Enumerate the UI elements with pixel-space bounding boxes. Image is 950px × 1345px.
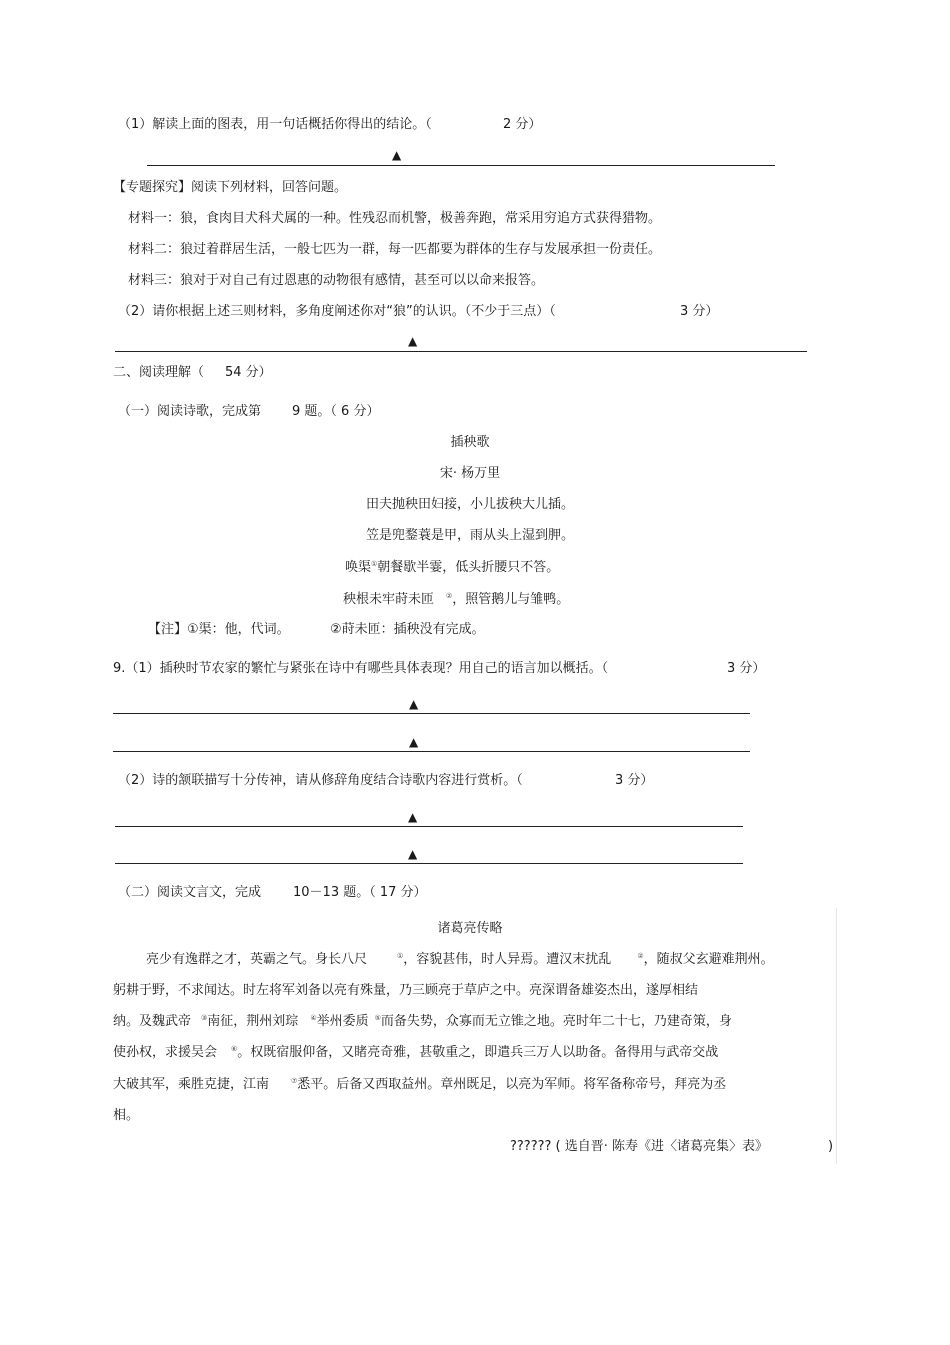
article-text: 使孙权，求援吴会 <box>113 1045 218 1060</box>
article-text: 。权既宿服仰备，又睹亮奇雅，甚敬重之，即遣兵三万人以助备。备得用与武帝交战 <box>237 1045 719 1060</box>
answer-line[interactable] <box>115 863 743 864</box>
article-line-2: 躬耕于野，不求闻达。时左将军刘备以亮有殊量，乃三顾亮于草庐之中。亮深谓备雄姿杰出，遂厚相结 <box>113 983 699 998</box>
poem-author: 宋· 杨万里 <box>439 466 501 481</box>
answer-line[interactable] <box>115 826 743 827</box>
poem-line-4 <box>343 592 569 608</box>
poem-line-1: 田夫抛秧田妇接，小儿拔秧大儿插。 <box>365 497 574 512</box>
article-line-1 <box>146 952 774 968</box>
answer-line[interactable] <box>113 713 750 714</box>
footnote-ref: ① <box>371 560 378 568</box>
part-2-heading-b: 10－13 题。（ 17 分） <box>293 885 427 900</box>
footnote-ref: ⑤ <box>374 1014 381 1022</box>
footnote-ref: ② <box>637 952 644 960</box>
question-9-1-text: 9.（1）插秧时节农家的繁忙与紧张在诗中有哪些具体表现？用自己的语言加以概括。（ <box>113 661 609 676</box>
article-line-5 <box>113 1077 726 1093</box>
part-2-heading: （二）阅读文言文，完成 <box>118 885 262 900</box>
question-9-2-text: （2）诗的颔联描写十分传神，请从修辞角度结合诗歌内容进行赏析。（ <box>118 773 523 788</box>
article-text: 亮少有逸群之才，英霸之气。身长八尺 <box>146 952 368 967</box>
footnote-ref: ① <box>397 952 404 960</box>
footnote-ref: ③ <box>201 1014 208 1022</box>
poem-line-3 <box>345 560 559 576</box>
question-1-text: （1）解读上面的图表，用一句话概括你得出的结论。（ <box>118 117 432 132</box>
poem-line-2: 笠是兜鍪蓑是甲，雨从头上湿到胛。 <box>365 528 574 543</box>
note-2: ②莳未匝：插秧没有完成。 <box>330 622 485 637</box>
footnote-ref: ⑦ <box>291 1077 298 1085</box>
article-text: 举州委质 <box>316 1014 369 1029</box>
question-1-score: 2 分） <box>503 117 542 132</box>
answer-marker-icon: ▲ <box>408 847 418 861</box>
footnote-ref: ② <box>446 592 453 600</box>
article-text: 而备失势，众寡而无立锥之地。亮时年二十七，乃建奇策，身 <box>380 1014 732 1029</box>
material-3: 材料三：狼对于对自己有过恩惠的动物很有感情，甚至可以以命来报答。 <box>128 273 545 288</box>
article-text: 纳。及魏武帝 <box>113 1014 192 1029</box>
footnote-ref: ④ <box>310 1014 317 1022</box>
topic-intro: 【专题探究】阅读下列材料，回答问题。 <box>113 180 348 195</box>
answer-marker-icon: ▲ <box>392 148 402 162</box>
section-score: 54 分） <box>225 365 272 380</box>
article-source: ?????? ( 选自晋· 陈寿《进〈诸葛亮集〉表》 <box>510 1139 769 1154</box>
material-2: 材料二：狼过着群居生活，一般七匹为一群，每一匹都要为群体的生存与发展承担一份责任。 <box>128 242 662 257</box>
article-title: 诸葛亮传略 <box>437 921 503 936</box>
part-1-heading: （一）阅读诗歌，完成第 <box>118 404 262 419</box>
article-text: ，容貌甚伟，时人异焉。遭汉末扰乱 <box>403 952 612 967</box>
section-title: 二、阅读理解（ <box>113 365 205 380</box>
answer-line[interactable] <box>113 751 750 752</box>
article-line-6: 相。 <box>113 1108 140 1123</box>
article-line-4 <box>113 1045 718 1061</box>
material-1: 材料一：狼，食肉目犬科犬属的一种。性残忍而机警，极善奔跑，常采用穷追方式获得猎物。 <box>128 211 662 226</box>
article-text: 大破其军，乘胜克捷，江南 <box>113 1077 270 1092</box>
poem-line-4-a: 秧根未牢莳未匝 <box>343 592 435 607</box>
answer-line[interactable] <box>147 165 775 166</box>
answer-marker-icon: ▲ <box>408 334 418 348</box>
poem-line-3-b: 朝餐歇半霎，低头折腰只不答。 <box>377 560 560 575</box>
part-1-heading-b: 9 题。（ 6 分） <box>292 404 380 419</box>
question-2-text: （2）请你根据上述三则材料，多角度阐述你对“狼”的认识。（不少于三点）（ <box>118 304 556 319</box>
article-source-close: ) <box>828 1139 834 1154</box>
answer-marker-icon: ▲ <box>409 697 419 711</box>
question-9-1-score: 3 分） <box>727 661 766 676</box>
poem-line-4-b: ，照管鹅儿与雏鸭。 <box>452 592 570 607</box>
answer-marker-icon: ▲ <box>409 735 419 749</box>
footnote-ref: ⑥ <box>231 1045 238 1053</box>
poem-title: 插秧歌 <box>450 435 490 450</box>
answer-line[interactable] <box>115 351 807 352</box>
article-line-3 <box>113 1014 732 1030</box>
article-text: 南征，荆州刘琮 <box>207 1014 299 1029</box>
poem-line-3-a: 唤渠 <box>345 560 372 575</box>
question-2-score: 3 分） <box>680 304 719 319</box>
note-1: 【注】①渠：他，代词。 <box>148 622 290 637</box>
answer-marker-icon: ▲ <box>408 810 418 824</box>
margin-line <box>836 908 837 1164</box>
article-text: ，随叔父玄避难荆州。 <box>643 952 774 967</box>
article-text: 悉平。后备又西取益州。章州既足，以亮为军师。将军备称帝号，拜亮为丞 <box>297 1077 727 1092</box>
question-9-2-score: 3 分） <box>615 773 654 788</box>
